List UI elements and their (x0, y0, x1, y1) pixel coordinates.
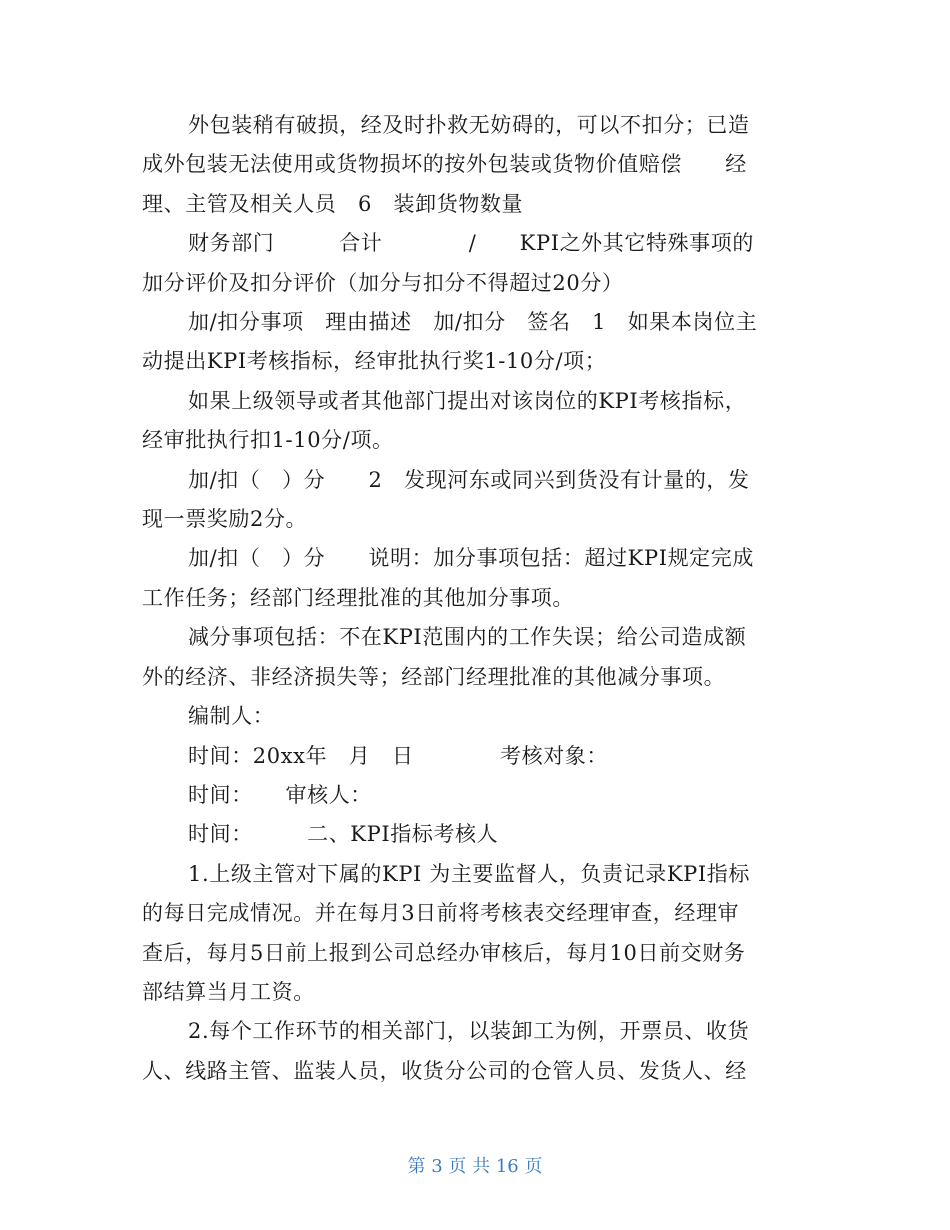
text-line: 查后，每月5日前上报到公司总经办审核后，每月10日前交财务 (142, 940, 746, 965)
text-line: 时间： 二、KPI指标考核人 (188, 822, 499, 847)
body-text (142, 106, 808, 1091)
text-line: 加/扣分事项 理由描述 加/扣分 签名 1 如果本岗位主 (188, 310, 758, 335)
text-line: 编制人： (188, 704, 275, 729)
text-line: 动提出KPI考核指标，经审批执行奖1-10分/项； (142, 349, 607, 374)
text-line: 时间： 审核人： (188, 782, 372, 807)
text-line: 1.上级主管对下属的KPI 为主要监督人，负责记录KPI指标 (188, 861, 750, 886)
text-line: 外包装稍有破损，经及时扑救无妨碍的，可以不扣分；已造 (188, 113, 750, 137)
text-line: 时间：20xx年 月 日 考核对象： (188, 743, 609, 768)
page-number-footer: 第 3 页 共 16 页 (407, 1156, 543, 1177)
text-line: 人、线路主管、监装人员，收货分公司的仓管人员、发货人、经 (142, 1058, 747, 1083)
text-line: 经审批执行扣1-10分/项。 (142, 428, 394, 453)
text-line: 减分事项包括：不在KPI范围内的工作失误；给公司造成额 (188, 625, 747, 650)
text-line: 的每日完成情况。并在每月3日前将考核表交经理审查，经理审 (142, 901, 740, 926)
text-line: 2.每个工作环节的相关部门，以装卸工为例，开票员、收货 (188, 1019, 750, 1044)
text-line: 加/扣（ ）分 说明：加分事项包括：超过KPI规定完成 (188, 546, 754, 571)
text-line: 现一票奖励2分。 (142, 507, 308, 532)
text-line: 如果上级领导或者其他部门提出对该岗位的KPI考核指标， (188, 388, 747, 413)
text-line: 财务部门 合计 / KPI之外其它特殊事项的 (188, 231, 754, 256)
text-line: 加分评价及扣分评价（加分与扣分不得超过20分） (142, 270, 624, 295)
text-line: 外的经济、非经济损失等；经部门经理批准的其他减分事项。 (142, 664, 726, 689)
text-line: 成外包装无法使用或货物损坏的按外包装或货物价值赔偿 经 (142, 152, 747, 177)
text-line: 加/扣（ ）分 2 发现河东或同兴到货没有计量的，发 (188, 467, 750, 492)
text-line: 工作任务；经部门经理批准的其他加分事项。 (142, 585, 574, 610)
text-line: 理、主管及相关人员 6 装卸货物数量 (142, 191, 524, 216)
text-line: 部结算当月工资。 (142, 979, 315, 1004)
